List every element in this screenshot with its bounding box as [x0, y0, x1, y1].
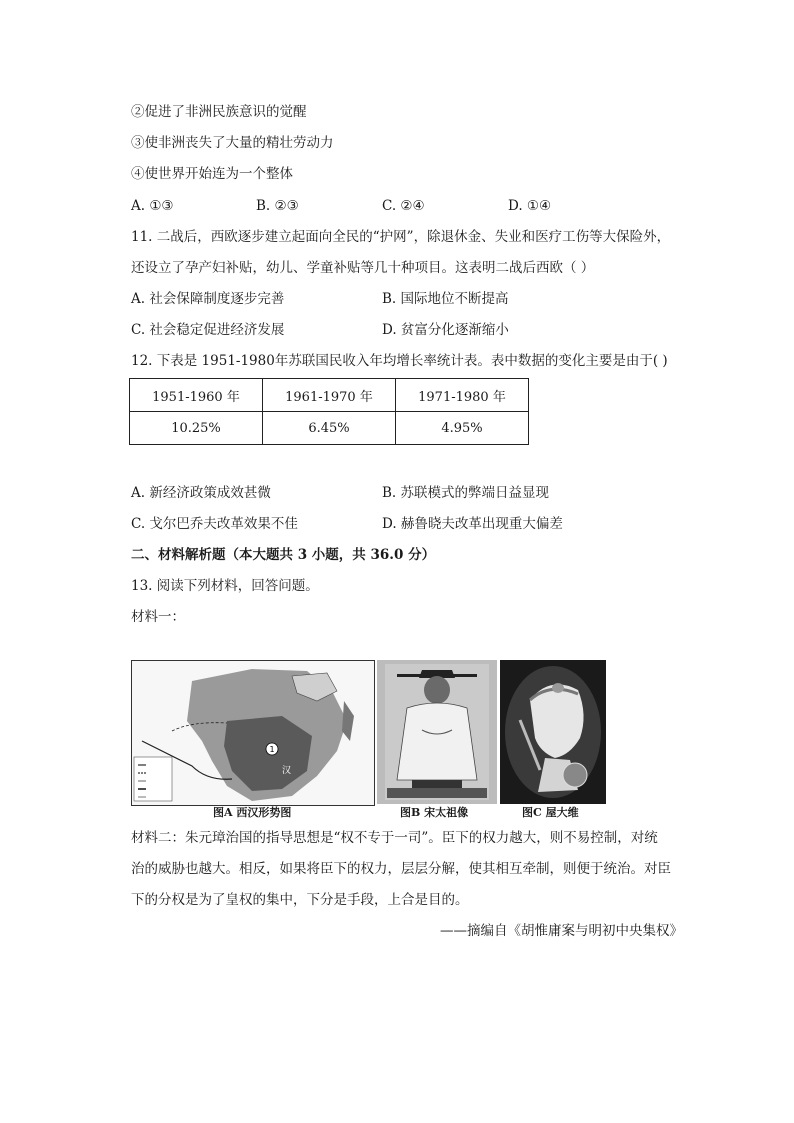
map-marker-label: 1	[269, 745, 275, 754]
table-cell: 10.25%	[130, 412, 263, 445]
relief-illustration	[500, 660, 606, 804]
q12-option-d[interactable]: D. 赫鲁晓夫改革出现重大偏差	[382, 516, 563, 532]
figure-a-caption: 图A 西汉形势图	[213, 806, 292, 819]
map-region-label: 汉	[282, 766, 292, 776]
table-header-cell: 1961-1970 年	[263, 379, 396, 412]
material1-label: 材料一：	[131, 609, 185, 625]
prev-option-d[interactable]: D. ①④	[508, 198, 552, 214]
q12-option-b[interactable]: B. 苏联模式的弊端日益显现	[382, 485, 550, 501]
figure-b-caption: 图B 宋太祖像	[400, 806, 469, 819]
prev-item-2: ②促进了非洲民族意识的觉醒	[131, 104, 307, 120]
q12-option-c[interactable]: C. 戈尔巴乔夫改革效果不佳	[131, 516, 298, 532]
table-header-cell: 1971-1980 年	[396, 379, 529, 412]
material2-line3: 下的分权是为了皇权的集中，下分是手段，上合是目的。	[131, 892, 469, 908]
prev-option-c[interactable]: C. ②④	[382, 198, 425, 214]
q11-option-c[interactable]: C. 社会稳定促进经济发展	[131, 322, 285, 338]
prev-item-3: ③使非洲丧失了大量的精壮劳动力	[131, 135, 334, 151]
prev-item-4: ④使世界开始连为一个整体	[131, 166, 293, 182]
section-title: 二、材料解析题（本大题共 3 小题，共 36.0 分）	[131, 547, 436, 563]
table-cell: 6.45%	[263, 412, 396, 445]
q11-option-a[interactable]: A. 社会保障制度逐步完善	[131, 291, 285, 307]
q11-option-d[interactable]: D. 贫富分化逐渐缩小	[382, 322, 509, 338]
growth-rate-table	[129, 378, 529, 445]
q11-option-b[interactable]: B. 国际地位不断提高	[382, 291, 509, 307]
figure-a-map	[131, 660, 375, 806]
portrait-illustration	[377, 660, 497, 804]
prev-option-b[interactable]: B. ②③	[256, 198, 299, 214]
map-illustration	[132, 661, 374, 805]
q13-stem: 13. 阅读下列材料，回答问题。	[131, 578, 319, 594]
table-row	[130, 412, 529, 445]
figure-b-portrait	[377, 660, 497, 804]
q12-stem: 12. 下表是 1951-1980年苏联国民收入年均增长率统计表。表中数据的变化主要是由于( )	[131, 353, 668, 369]
table-header-row	[130, 379, 529, 412]
prev-option-a[interactable]: A. ①③	[131, 198, 174, 214]
table-cell: 4.95%	[396, 412, 529, 445]
q11-stem-line2: 还设立了孕产妇补贴，幼儿、学童补贴等几十种项目。这表明二战后西欧（ ）	[131, 260, 595, 276]
material2-source: ——摘编自《胡惟庸案与明初中央集权》	[440, 923, 683, 939]
q11-stem-line1: 11. 二战后，西欧逐步建立起面向全民的“护网”，除退休金、失业和医疗工伤等大保险外，	[131, 229, 671, 245]
figure-c-caption: 图C 屋大维	[522, 806, 579, 819]
figure-c-relief	[500, 660, 606, 804]
table-header-cell: 1951-1960 年	[130, 379, 263, 412]
material2-line2: 治的威胁也越大。相反，如果将臣下的权力，层层分解，使其相互牵制，则便于统治。对臣	[131, 861, 671, 877]
q12-option-a[interactable]: A. 新经济政策成效甚微	[131, 485, 271, 501]
material2-line1: 材料二：朱元璋治国的指导思想是“权不专于一司”。臣下的权力越大，则不易控制，对统	[131, 830, 658, 846]
